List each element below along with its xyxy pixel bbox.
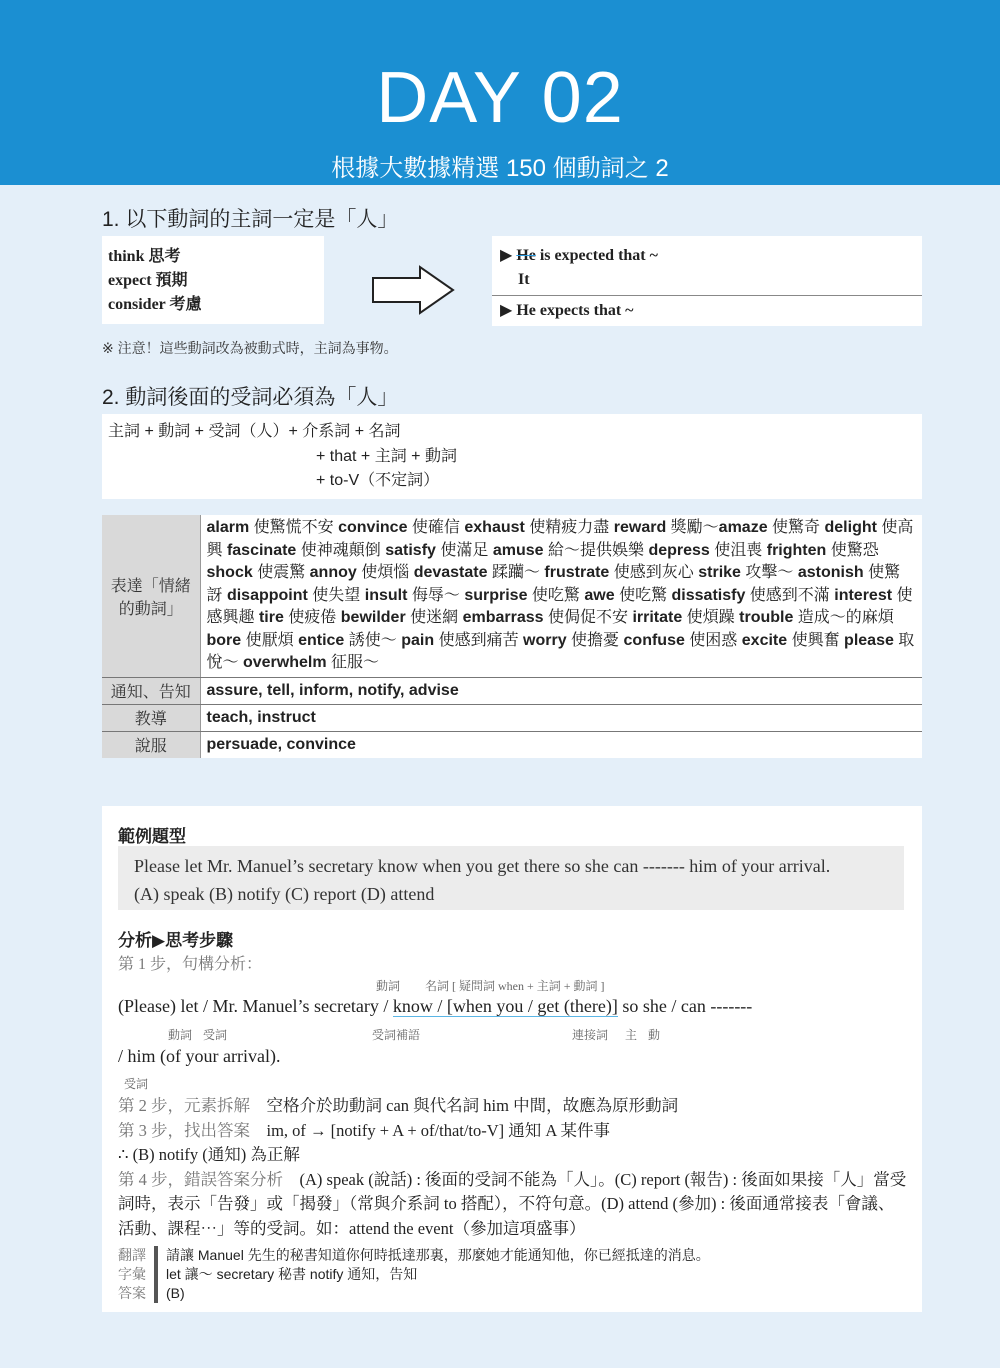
verb-word: entice <box>298 631 345 649</box>
emotion-verbs <box>200 515 922 677</box>
pattern-line: 主詞 + 動詞 + 受詞（人）+ 介系詞 + 名詞 <box>108 423 401 440</box>
answer-footer <box>118 1246 710 1303</box>
verb-meaning: 使擔憂 <box>566 631 624 649</box>
verb-word: exhaust <box>464 519 525 536</box>
verb-meaning: 使厭煩 <box>241 631 299 649</box>
footer-text: 請讓 Manuel 先生的秘書知道你何時抵達那裏，那麼她才能通知他，你已經抵達的消息。 <box>154 1246 710 1265</box>
step-label: 第 4 步，錯誤答案分析 <box>118 1169 283 1189</box>
verb-word: depress <box>648 541 710 559</box>
row-value: persuade, convince <box>200 731 922 758</box>
verb-item: consider 考慮 <box>108 296 202 313</box>
sentence-line-2: / him (of your arrival). <box>118 1046 281 1066</box>
verb-meaning: 攻擊～ <box>740 564 798 581</box>
verb-meaning: 使滿足 <box>435 541 493 559</box>
struck-subject: He <box>516 247 536 264</box>
step-text: (A) speak (說話) : 後面的受詞不能為「人」。(C) report (報告) : 後面如果接「人」當受詞時，表示「告發」或「揭發」（常與介系詞 to 搭配），不符句意。(D) attend (參加) : 後面通常接表「會議、活動、課程⋯」等的受詞。如：attend the event（參加這項盛事） <box>118 1169 907 1238</box>
verb-word: satisfy <box>385 541 436 559</box>
step-text: im, of → [notify + A + of/that/to-V] 通知 A 某件事 <box>266 1120 611 1140</box>
verb-word: bewilder <box>340 609 406 626</box>
verb-meaning: 使驚恐 <box>826 541 879 559</box>
verb-meaning: 使困惑 <box>684 631 742 649</box>
verb-word: delight <box>824 519 877 536</box>
verb-word: disappoint <box>226 586 308 604</box>
verb-word: interest <box>834 586 893 604</box>
verb-meaning: 獎勵～ <box>666 519 719 536</box>
verb-word: confuse <box>623 631 685 649</box>
verb-word: worry <box>523 631 567 649</box>
page-header <box>0 0 1000 185</box>
sentence-underlined: know / [when you / get (there)] <box>392 996 618 1016</box>
verb-meaning: 使感興趣 <box>206 586 913 626</box>
verb-meaning: 使驚奇 <box>767 519 825 536</box>
row-key: 通知、告知 <box>102 677 200 704</box>
verb-word: shock <box>206 564 253 581</box>
annotation: 動 <box>648 1028 661 1042</box>
verb-word: pain <box>401 631 435 649</box>
verb-word: awe <box>584 586 615 604</box>
annotation: 連接詞 <box>572 1028 609 1042</box>
table-row <box>102 677 922 704</box>
step-text: 空格介於助動詞 can 與代名詞 him 中間，故應為原形動詞 <box>266 1096 679 1115</box>
verb-meaning: 使吃驚 <box>527 586 585 604</box>
triangle-icon: ▶ <box>500 302 517 319</box>
footer-label: 答案 <box>118 1285 146 1301</box>
verb-word: frustrate <box>544 564 610 581</box>
right-arrow-icon <box>370 264 456 316</box>
verb-word: frighten <box>766 541 827 559</box>
section2-heading: 2. 動詞後面的受詞必須為「人」 <box>102 386 399 409</box>
verb-meaning: 使感到灰心 <box>609 564 699 581</box>
verb-meaning: 使震驚 <box>252 564 310 581</box>
verb-meaning: 使侷促不安 <box>543 609 633 626</box>
verb-meaning: 征服～ <box>326 654 379 671</box>
annotation: 受詞補語 <box>372 1028 421 1042</box>
row-key: 教導 <box>102 704 200 731</box>
row-value: assure, tell, inform, notify, advise <box>200 677 922 704</box>
verb-meaning: 使感到不滿 <box>745 586 835 604</box>
verb-word: amaze <box>718 519 768 536</box>
footer-label: 翻譯 <box>118 1247 146 1263</box>
verb-meaning: 使高興 <box>206 519 914 559</box>
verb-word: annoy <box>309 564 357 581</box>
row-key: 表達「情緒的動詞」 <box>102 515 200 677</box>
passive-text: is expected that ~ <box>535 247 658 264</box>
verb-word: surprise <box>464 586 528 604</box>
verb-word: astonish <box>797 564 864 581</box>
verb-meaning: 使迷網 <box>405 609 463 626</box>
verb-meaning: 使煩惱 <box>356 564 414 581</box>
verb-word: fascinate <box>226 541 297 559</box>
active-text: He expects that ~ <box>516 302 634 319</box>
verb-meaning: 造成～的麻煩 <box>793 609 894 626</box>
verb-word: insult <box>364 586 408 604</box>
verb-meaning: 使神魂顛倒 <box>296 541 386 559</box>
analysis-steps <box>118 1094 908 1241</box>
verb-meaning: 使沮喪 <box>709 541 767 559</box>
pattern-line: + that + 主詞 + 動詞 <box>316 447 457 465</box>
verb-word: excite <box>741 631 788 649</box>
replacement-subject: It <box>518 271 530 288</box>
example-card <box>102 806 922 1312</box>
transformation-box <box>492 236 922 326</box>
step-label: 第 3 步，找出答案 <box>118 1120 250 1140</box>
step1-label: 第 1 步，句構分析： <box>118 956 263 973</box>
verb-meaning: 取悅～ <box>206 631 915 671</box>
verb-meaning: 使興奮 <box>787 631 845 649</box>
verb-word: embarrass <box>462 609 544 626</box>
sentence-line-1 <box>118 996 752 1017</box>
triangle-icon: ▶ <box>500 247 517 264</box>
verb-word: overwhelm <box>242 654 327 671</box>
day-subtitle: 根據大數據精選 150 個動詞之 2 <box>331 155 669 182</box>
annotation: 受詞 <box>124 1077 149 1091</box>
verb-meaning: 使確信 <box>407 519 465 536</box>
section1-heading: 1. 以下動詞的主詞一定是「人」 <box>102 208 399 231</box>
step-label: 第 2 步，元素拆解 <box>118 1096 250 1115</box>
verb-item: expect 預期 <box>108 272 188 289</box>
verb-word: reward <box>613 519 667 536</box>
verb-meaning: 使吃驚 <box>614 586 672 604</box>
verb-meaning: 使精疲力盡 <box>524 519 614 536</box>
verb-word: bore <box>206 631 242 649</box>
table-row <box>102 515 922 677</box>
day-title: DAY 02 <box>376 58 624 138</box>
verb-word: tire <box>258 609 284 626</box>
row-key: 說服 <box>102 731 200 758</box>
pattern-box <box>102 414 922 499</box>
footer-label: 字彙 <box>118 1266 146 1282</box>
note: ※ 注意！這些動詞改為被動式時，主詞為事物。 <box>102 340 398 356</box>
question-options: (A) speak (B) notify (C) report (D) attend <box>134 884 435 904</box>
annotation: 動詞 <box>168 1028 193 1042</box>
sentence-part: so she / can ------- <box>617 996 753 1016</box>
annotation: 名詞 [ 疑問詞 when + 主詞 + 動詞 ] <box>425 979 605 993</box>
verb-meaning: 使失望 <box>307 586 365 604</box>
verb-word: alarm <box>206 519 250 536</box>
verb-meaning: 使煩躁 <box>682 609 740 626</box>
verb-word: irritate <box>632 609 683 626</box>
row-value: teach, instruct <box>200 704 922 731</box>
example-title: 範例題型 <box>118 827 186 846</box>
verb-item: think 思考 <box>108 248 181 265</box>
verb-word: strike <box>698 564 741 581</box>
verb-meaning: 給～提供娛樂 <box>543 541 649 559</box>
verb-meaning: 誘使～ <box>344 631 402 649</box>
footer-text: (B) <box>154 1284 185 1303</box>
verb-meaning: 使驚訝 <box>206 564 901 604</box>
verb-word: amuse <box>492 541 544 559</box>
annotation: 受詞 <box>203 1028 228 1042</box>
verb-meaning: 使感到痛苦 <box>434 631 524 649</box>
verb-table <box>102 515 922 758</box>
annotation: 動詞 <box>376 979 401 993</box>
verb-meaning: 使疲倦 <box>283 609 341 626</box>
verb-word: devastate <box>413 564 488 581</box>
analysis-title: 分析▶思考步驟 <box>118 931 234 950</box>
verb-word: dissatisfy <box>671 586 746 604</box>
verb-list <box>102 236 324 324</box>
annotation: 主 <box>625 1028 638 1042</box>
verb-word: trouble <box>739 609 794 626</box>
verb-meaning: 蹂躪～ <box>487 564 545 581</box>
pattern-line: + to-V（不定詞） <box>316 472 440 489</box>
verb-meaning: 使驚慌不安 <box>249 519 339 536</box>
table-row <box>102 731 922 758</box>
verb-word: convince <box>338 519 408 536</box>
sentence-part: (Please) let / Mr. Manuel’s secretary / <box>118 996 393 1016</box>
table-row <box>102 704 922 731</box>
verb-word: please <box>844 631 894 649</box>
conclusion: ∴ (B) notify (通知) 為正解 <box>118 1145 300 1164</box>
footer-text: let 讓～ secretary 秘書 notify 通知，告知 <box>154 1265 417 1284</box>
verb-meaning: 侮辱～ <box>407 586 465 604</box>
question-box <box>118 846 904 910</box>
question-text: Please let Mr. Manuel’s secretary know when you get there so she can ------- him of your arrival. <box>134 856 831 876</box>
